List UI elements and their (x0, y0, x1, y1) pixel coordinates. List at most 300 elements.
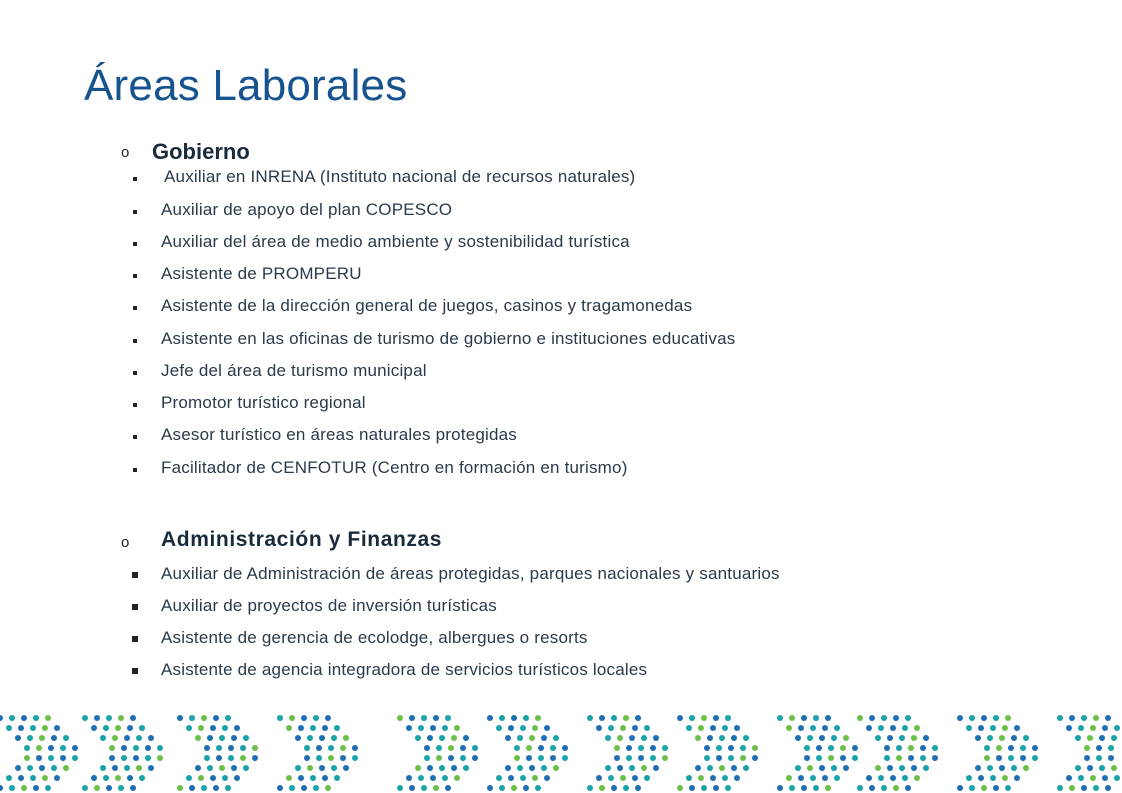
chevron-dot (644, 775, 650, 781)
chevron-dot (698, 775, 704, 781)
chevron-dot (100, 735, 106, 741)
chevron-dot (201, 715, 207, 721)
chevron-dot (9, 715, 15, 721)
chevron-dot (635, 785, 641, 791)
chevron-dot (340, 745, 346, 751)
chevron-dot (186, 725, 192, 731)
chevron-dot (798, 775, 804, 781)
chevron-dot (1108, 755, 1114, 761)
chevron-dot (1020, 755, 1026, 761)
chevron-dot (923, 765, 929, 771)
chevron-dot (112, 735, 118, 741)
chevron-dot (587, 785, 593, 791)
chevron-dot (234, 725, 240, 731)
chevron-dot (0, 715, 3, 721)
chevron-dots (0, 715, 78, 791)
chevron-dot (544, 775, 550, 781)
chevron-dot (605, 735, 611, 741)
chevron-dot (887, 735, 893, 741)
chevron-dot (789, 785, 795, 791)
chevron-dot (436, 745, 442, 751)
chevron-dot (996, 755, 1002, 761)
chevron-dot (990, 775, 996, 781)
chevron-dot (133, 755, 139, 761)
chevron-dot (30, 725, 36, 731)
chevron-dot (189, 785, 195, 791)
chevron-dot (427, 735, 433, 741)
chevron-dot (1090, 725, 1096, 731)
chevron-dot (831, 765, 837, 771)
chevron-dot (91, 725, 97, 731)
chevron-dot (1020, 745, 1026, 751)
chevron-dot (343, 765, 349, 771)
footer-chevron-pattern (0, 712, 1122, 793)
chevron-dot (798, 725, 804, 731)
chevron-dot (1002, 725, 1008, 731)
chevron-dot (1005, 715, 1011, 721)
chevron-dot (840, 745, 846, 751)
chevron-dot (124, 735, 130, 741)
chevron-dot (852, 745, 858, 751)
list-item: Auxiliar del área de medio ambiente y sostenibilidad turística (161, 232, 630, 251)
chevron-dot (42, 725, 48, 731)
chevron-dot (15, 765, 21, 771)
chevron-dot (301, 715, 307, 721)
chevron-dot (626, 745, 632, 751)
chevron-dot (722, 725, 728, 731)
chevron-dot (496, 775, 502, 781)
chevron-dot (969, 715, 975, 721)
chevron-dot (508, 775, 514, 781)
chevron-dot (286, 775, 292, 781)
chevron-dot (978, 775, 984, 781)
chevron-dot (553, 735, 559, 741)
chevron-dot (635, 715, 641, 721)
chevron-dot (1008, 755, 1014, 761)
chevron-dot (902, 775, 908, 781)
chevron-dot (27, 735, 33, 741)
chevron-dot (884, 755, 890, 761)
chevron-dot (786, 725, 792, 731)
chevron-dot (514, 755, 520, 761)
chevron-dot (201, 785, 207, 791)
chevron-dot (130, 785, 136, 791)
chevron-dot (538, 745, 544, 751)
chevron-dot (529, 765, 535, 771)
chevron-dot (1032, 755, 1038, 761)
chevron-dot (743, 765, 749, 771)
chevron-dot (819, 735, 825, 741)
chevron-dot (1023, 765, 1029, 771)
chevron-dot (932, 755, 938, 761)
chevron-dot (213, 715, 219, 721)
chevron-dot (614, 755, 620, 761)
chevron-dot (322, 725, 328, 731)
chevron-dot (418, 775, 424, 781)
chevron-dot (418, 725, 424, 731)
chevron-dot (1084, 755, 1090, 761)
chevron-dot (677, 785, 683, 791)
chevron-dot (91, 775, 97, 781)
chevron-dot (325, 715, 331, 721)
chevron-dot (195, 765, 201, 771)
chevron-dot (828, 755, 834, 761)
chevron-dot (713, 785, 719, 791)
chevron-dot (145, 755, 151, 761)
page-title: Áreas Laborales (84, 61, 408, 110)
chevron-dot (45, 785, 51, 791)
chevron-dot (698, 725, 704, 731)
chevron-dot (442, 725, 448, 731)
chevron-dot (1096, 755, 1102, 761)
section-heading: Gobierno (152, 139, 250, 164)
list-item: Auxiliar de apoyo del plan COPESCO (161, 200, 453, 219)
chevron-dot (617, 735, 623, 741)
chevron-dot (596, 775, 602, 781)
chevron-dot (442, 775, 448, 781)
chevron-dot (893, 715, 899, 721)
chevron-dot (605, 765, 611, 771)
chevron-dot (881, 715, 887, 721)
chevron-dot (599, 715, 605, 721)
chevron-dot (304, 745, 310, 751)
chevron-dot (923, 735, 929, 741)
chevron-dot (424, 755, 430, 761)
chevron-dot (816, 755, 822, 761)
list-bullet (133, 468, 137, 472)
chevron-dot (641, 735, 647, 741)
list-bullet (133, 242, 137, 246)
chevron-dot (620, 775, 626, 781)
chevron-dot (623, 715, 629, 721)
chevron-dot (544, 725, 550, 731)
chevron-dot (813, 785, 819, 791)
chevron-dot (433, 715, 439, 721)
chevron-dot (981, 715, 987, 721)
chevron-dot (463, 765, 469, 771)
section-bullet: o (121, 144, 130, 161)
chevron-dot (1081, 785, 1087, 791)
chevron-dot (987, 765, 993, 771)
chevron-dot (319, 735, 325, 741)
chevron-dot (650, 745, 656, 751)
chevron-dot (562, 755, 568, 761)
chevron-dot (51, 735, 57, 741)
chevron-dot (725, 785, 731, 791)
chevron-dot (1078, 725, 1084, 731)
chevron-dot (472, 745, 478, 751)
chevron-dot (216, 755, 222, 761)
chevron-dot (662, 755, 668, 761)
chevron-dot (801, 785, 807, 791)
list-item: Jefe del área de turismo municipal (161, 361, 427, 380)
chevron-dot (499, 715, 505, 721)
list-item: Auxiliar de Administración de áreas protegidas, parques nacionales y santuarios (161, 564, 780, 583)
chevron-dot (869, 785, 875, 791)
chevron-dot (39, 765, 45, 771)
chevron-dot (905, 785, 911, 791)
chevron-dot (121, 755, 127, 761)
chevron-dot (831, 735, 837, 741)
chevron-dot (1105, 715, 1111, 721)
chevron-dot (427, 765, 433, 771)
chevron-dot (157, 745, 163, 751)
chevron-dot (1069, 785, 1075, 791)
chevron-dot (816, 745, 822, 751)
chevron-dot (734, 725, 740, 731)
chevron-dot (608, 775, 614, 781)
chevron-dot (82, 715, 88, 721)
chevron-dot (1108, 745, 1114, 751)
chevron-dot (496, 725, 502, 731)
chevron-dot (21, 785, 27, 791)
chevron-dot (298, 775, 304, 781)
chevron-dot (866, 725, 872, 731)
chevron-dot (644, 725, 650, 731)
chevron-dot (1081, 715, 1087, 721)
list-bullet (133, 177, 137, 181)
chevron-dot (520, 725, 526, 731)
chevron-dot (225, 785, 231, 791)
chevron-dot (529, 735, 535, 741)
chevron-dot (535, 785, 541, 791)
chevron-dot (517, 765, 523, 771)
chevron-dot (307, 735, 313, 741)
chevron-dot (430, 775, 436, 781)
chevron-dot (1057, 715, 1063, 721)
chevron-dot (562, 745, 568, 751)
chevron-dot (186, 775, 192, 781)
chevron-dot (136, 765, 142, 771)
chevron-dot (629, 735, 635, 741)
chevron-dot (36, 755, 42, 761)
section-bullet: o (121, 534, 130, 551)
chevron-dot (650, 755, 656, 761)
chevron-dot (406, 725, 412, 731)
chevron-dot (881, 785, 887, 791)
chevron-dot (716, 755, 722, 761)
chevron-dot (454, 725, 460, 731)
chevron-dot (343, 735, 349, 741)
chevron-dot (713, 715, 719, 721)
chevron-dot (677, 715, 683, 721)
chevron-dot (225, 715, 231, 721)
chevron-dot (969, 785, 975, 791)
chevron-dot (145, 745, 151, 751)
chevron-dot (454, 775, 460, 781)
section-heading: Administración y Finanzas (161, 528, 443, 551)
chevron-dot (415, 735, 421, 741)
chevron-dot (722, 775, 728, 781)
chevron-dot (975, 735, 981, 741)
chevron-dot (704, 755, 710, 761)
chevron-dot (177, 715, 183, 721)
chevron-dot (822, 725, 828, 731)
chevron-dot (819, 765, 825, 771)
chevron-dot (662, 745, 668, 751)
chevron-dots (777, 715, 858, 791)
chevron-dot (63, 765, 69, 771)
chevron-dot (352, 755, 358, 761)
chevron-dot (334, 725, 340, 731)
chevron-dot (301, 785, 307, 791)
chevron-dot (198, 725, 204, 731)
chevron-dot (127, 725, 133, 731)
chevron-dot (978, 725, 984, 731)
list-bullet (133, 210, 137, 214)
chevron-dot (39, 735, 45, 741)
chevron-dot (896, 745, 902, 751)
chevron-dot (523, 715, 529, 721)
chevron-dot (1087, 735, 1093, 741)
chevron-dot (115, 775, 121, 781)
chevron-dot (653, 735, 659, 741)
chevron-dot (100, 765, 106, 771)
chevron-dot (310, 725, 316, 731)
chevron-dot (421, 715, 427, 721)
chevron-dot (686, 725, 692, 731)
chevron-dot (322, 775, 328, 781)
chevron-dot (695, 765, 701, 771)
chevron-dot (704, 745, 710, 751)
chevron-dot (1102, 725, 1108, 731)
chevron-dot (686, 775, 692, 781)
chevron-dot (109, 745, 115, 751)
chevron-dot (587, 715, 593, 721)
chevron-dot (295, 765, 301, 771)
chevron-dot (825, 785, 831, 791)
chevron-dot (307, 765, 313, 771)
chevron-dot (118, 785, 124, 791)
chevron-dot (804, 755, 810, 761)
chevron-dot (541, 735, 547, 741)
chevron-dot (436, 755, 442, 761)
chevron-dot (632, 725, 638, 731)
chevron-dot (550, 745, 556, 751)
chevron-dot (298, 725, 304, 731)
list-bullet (133, 274, 137, 278)
chevron-dot (1111, 735, 1117, 741)
chevron-dot (198, 775, 204, 781)
list-bullet (133, 371, 137, 375)
chevron-dot (106, 715, 112, 721)
chevron-dot (33, 785, 39, 791)
chevron-dot (295, 735, 301, 741)
chevron-dot (136, 735, 142, 741)
chevron-dot (42, 775, 48, 781)
chevron-dot (472, 755, 478, 761)
list-bullet (133, 339, 137, 343)
chevron-dot (289, 715, 295, 721)
list-item: Auxiliar en INRENA (Instituto nacional de recursos naturales) (164, 167, 636, 186)
chevron-dot (890, 775, 896, 781)
chevron-dot (689, 715, 695, 721)
chevron-dot (207, 765, 213, 771)
chevron-dot (911, 765, 917, 771)
chevron-dot (804, 745, 810, 751)
chevron-dot (9, 785, 15, 791)
chevron-dot (340, 755, 346, 761)
chevron-dot (319, 765, 325, 771)
chevron-dot (999, 735, 1005, 741)
chevron-dot (807, 735, 813, 741)
chevron-dot (124, 765, 130, 771)
chevron-dot (834, 775, 840, 781)
chevron-dot (6, 725, 12, 731)
chevron-dot (505, 765, 511, 771)
chevron-dot (553, 765, 559, 771)
chevron-dot (115, 725, 121, 731)
chevron-dot (825, 715, 831, 721)
chevron-dot (920, 745, 926, 751)
chevron-dots (677, 715, 758, 791)
chevron-dot (614, 745, 620, 751)
chevron-dot (36, 745, 42, 751)
chevron-dot (72, 745, 78, 751)
chevron-dot (415, 765, 421, 771)
list-item: Asistente en las oficinas de turismo de gobierno e instituciones educativas (161, 329, 736, 348)
chevron-dot (252, 745, 258, 751)
chevron-dot (210, 725, 216, 731)
chevron-dot (908, 745, 914, 751)
chevron-dot (710, 775, 716, 781)
chevron-dot (707, 765, 713, 771)
chevron-dot (121, 745, 127, 751)
chevron-dot (987, 735, 993, 741)
chevron-dot (996, 745, 1002, 751)
chevron-dot (103, 725, 109, 731)
list-item: Asistente de la dirección general de juegos, casinos y tragamonedas (161, 296, 693, 315)
chevron-dot (234, 775, 240, 781)
chevron-dot (106, 785, 112, 791)
chevron-dots (82, 715, 163, 791)
chevron-dot (511, 715, 517, 721)
chevron-dot (72, 755, 78, 761)
chevron-dot (728, 745, 734, 751)
chevron-dot (460, 745, 466, 751)
chevron-dot (331, 765, 337, 771)
chevron-dots (1057, 715, 1120, 791)
chevron-dot (710, 725, 716, 731)
chevron-dots (487, 715, 568, 791)
chevron-dot (499, 785, 505, 791)
chevron-dot (1084, 745, 1090, 751)
chevron-dot (1075, 765, 1081, 771)
chevron-dot (1090, 775, 1096, 781)
chevron-dot (810, 775, 816, 781)
chevron-dot (421, 785, 427, 791)
chevron-dot (632, 775, 638, 781)
chevron-dots (397, 715, 478, 791)
chevron-dot (611, 785, 617, 791)
list-bullet (132, 604, 138, 610)
chevron-dot (189, 715, 195, 721)
chevron-dot (304, 755, 310, 761)
chevron-dot (424, 745, 430, 751)
chevron-dot (526, 745, 532, 751)
chevron-dot (1066, 725, 1072, 731)
chevron-dot (1011, 765, 1017, 771)
chevron-dot (911, 735, 917, 741)
chevron-dot (914, 725, 920, 731)
chevron-dot (828, 745, 834, 751)
chevron-dot (638, 755, 644, 761)
chevron-dot (451, 735, 457, 741)
chevron-dot (743, 735, 749, 741)
chevron-dot (1102, 775, 1108, 781)
chevron-dot (932, 745, 938, 751)
chevron-dot (439, 765, 445, 771)
